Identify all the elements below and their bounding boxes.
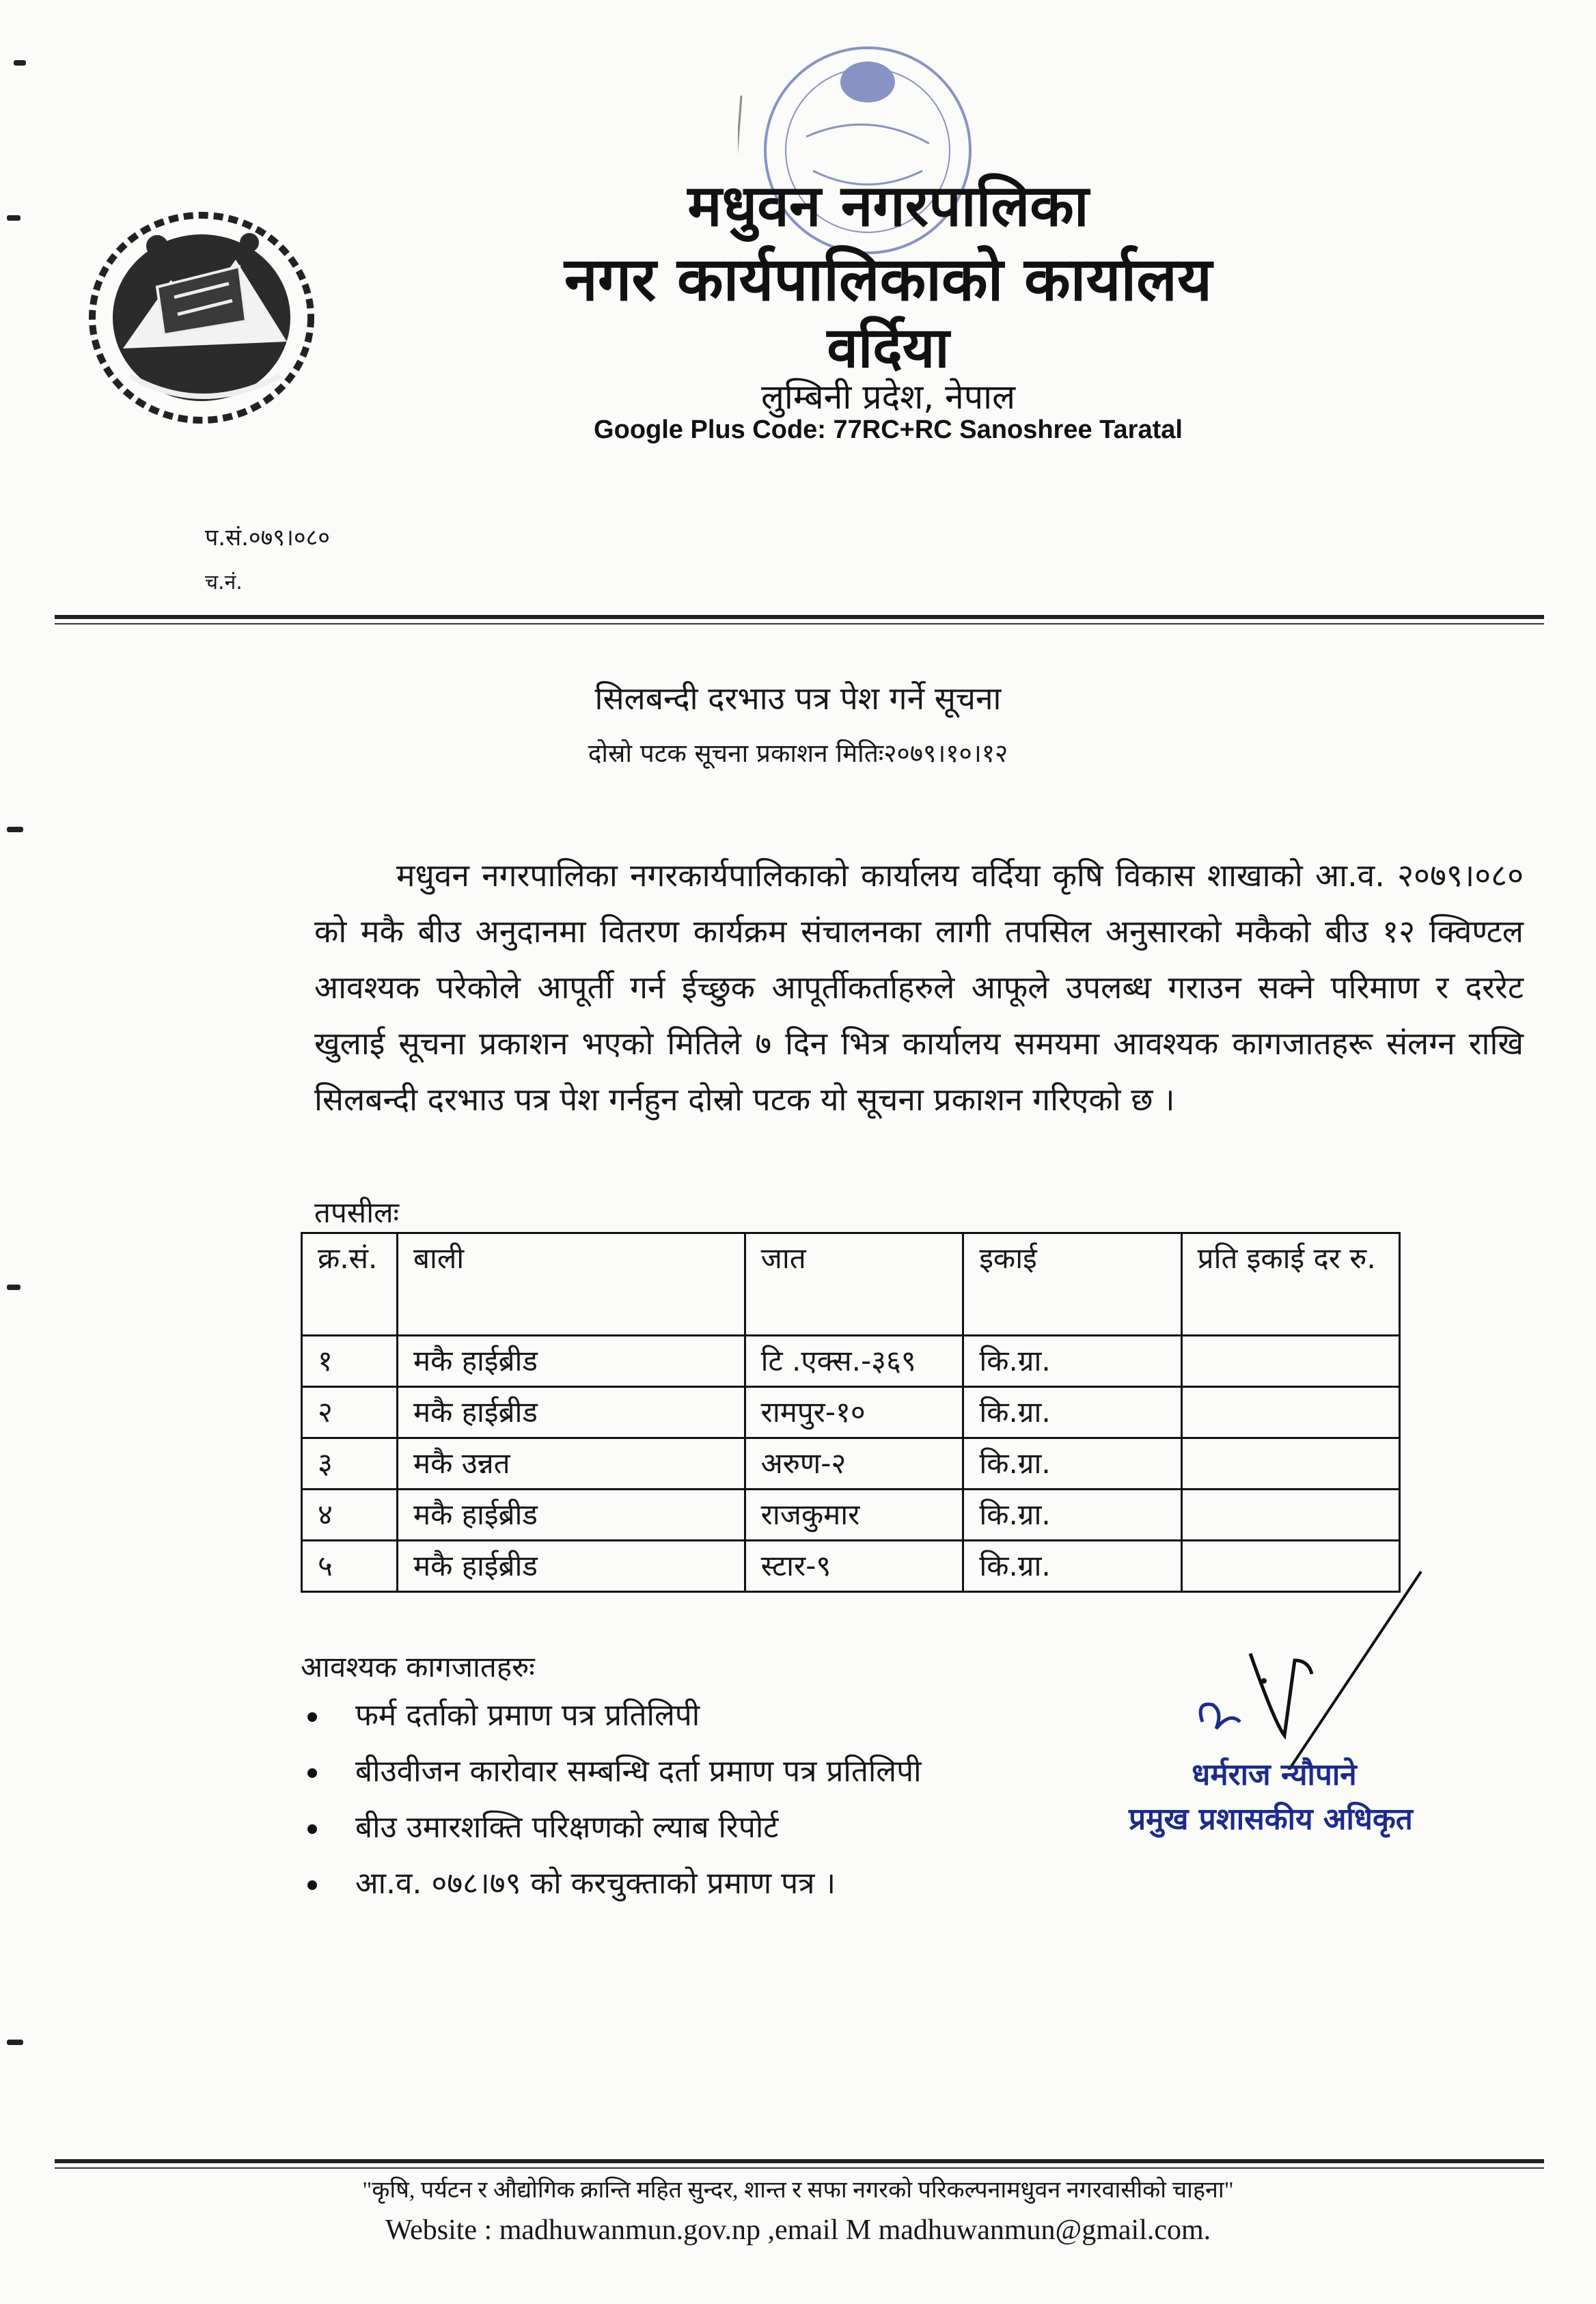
cell-serial: २ (302, 1387, 398, 1438)
cell-variety: रामपुर-१० (745, 1387, 963, 1438)
cell-crop: मकै हाईब्रीड (397, 1336, 745, 1387)
footer-contact: Website : madhuwanmun.gov.np ,email M madhuwanmun@gmail.com. (385, 2214, 1211, 2246)
list-item-text: बीउवीजन कारोवार सम्बन्धि दर्ता प्रमाण पत्र प्रतिलिपी (355, 1754, 922, 1789)
list-item (301, 1744, 922, 1800)
cell-variety: टि .एक्स.-३६९ (745, 1336, 963, 1387)
cell-serial: ४ (302, 1490, 398, 1541)
bullet-icon (307, 1768, 317, 1778)
cell-crop: मकै हाईब्रीड (397, 1541, 745, 1592)
cell-crop: मकै हाईब्रीड (397, 1387, 745, 1438)
scan-speck (7, 2040, 23, 2045)
cell-crop: मकै हाईब्रीड (397, 1490, 745, 1541)
dispatch-number: च.नं. (205, 571, 243, 594)
notice-subtitle: दोस्रो पटक सूचना प्रकाशन मितिः२०७९।१०।१२ (588, 739, 1008, 768)
footer-divider-thin (55, 2167, 1544, 2169)
scan-speck (7, 215, 20, 221)
header-divider (55, 615, 1544, 619)
header-crop: बाली (397, 1233, 745, 1336)
cell-serial: १ (302, 1336, 398, 1387)
reference-number: प.सं.०७९।०८० (205, 524, 330, 551)
table-header-row (302, 1233, 1400, 1336)
notice-title: सिलबन्दी दरभाउ पत्र पेश गर्ने सूचना (594, 680, 1002, 717)
footer-slogan: "कृषि, पर्यटन र औद्योगिक क्रान्ति महित सुन्दर, शान्त र सफा नगरको परिकल्पनामधुवन नगरवासीको चाहना" (362, 2178, 1234, 2203)
province-country: लुम्बिनी प्रदेश, नेपाल (760, 377, 1016, 417)
header-unit: इकाई (963, 1233, 1181, 1336)
signature (1148, 1565, 1435, 1770)
requirements-list (301, 1688, 922, 1912)
cell-unit: कि.ग्रा. (963, 1336, 1181, 1387)
municipality-name: मधुवन नगरपालिका (687, 172, 1089, 239)
office-name: नगर कार्यपालिकाको कार्यालय (564, 244, 1212, 314)
cell-crop: मकै उन्नत (397, 1438, 745, 1490)
cell-unit: कि.ग्रा. (963, 1541, 1181, 1592)
table-row (302, 1438, 1400, 1490)
table-label: तपसीलः (314, 1196, 400, 1229)
plus-code: Google Plus Code: 77RC+RC Sanoshree Taratal (594, 415, 1183, 444)
table-row (302, 1336, 1400, 1387)
cell-rate (1181, 1438, 1399, 1490)
bullet-icon (307, 1880, 317, 1890)
signatory-name: धर्मराज न्यौपाने (1192, 1757, 1357, 1792)
cell-variety: स्टार-९ (745, 1541, 963, 1592)
list-item (301, 1856, 922, 1912)
scan-speck (7, 1285, 20, 1290)
list-item-text: बीउ उमारशक्ति परिक्षणको ल्याब रिपोर्ट (355, 1810, 779, 1845)
cell-variety: राजकुमार (745, 1490, 963, 1541)
cell-unit: कि.ग्रा. (963, 1490, 1181, 1541)
table-row (302, 1387, 1400, 1438)
list-item-text: आ.व. ०७८।७९ को करचुक्ताको प्रमाण पत्र । (355, 1866, 836, 1901)
list-item-text: फर्म दर्ताको प्रमाण पत्र प्रतिलिपी (355, 1698, 700, 1733)
bullet-icon (307, 1712, 317, 1722)
scan-speck (14, 60, 26, 66)
cell-unit: कि.ग्रा. (963, 1438, 1181, 1490)
cell-serial: ५ (302, 1541, 398, 1592)
header-serial: क्र.सं. (302, 1233, 398, 1336)
table-row (302, 1490, 1400, 1541)
footer-divider (55, 2159, 1544, 2163)
scan-speck (7, 827, 23, 832)
seed-table (301, 1232, 1401, 1593)
cell-variety: अरुण-२ (745, 1438, 963, 1490)
header-variety: जात (745, 1233, 963, 1336)
cell-rate (1181, 1336, 1399, 1387)
header-divider-thin (55, 623, 1544, 625)
notice-body: मधुवन नगरपालिका नगरकार्यपालिकाको कार्यालय वर्दिया कृषि विकास शाखाको आ.व. २०७९।०८० को मकै बीउ अनुदानमा वितरण कार्यक्रम संचालनका लागी तपसिल अनुसारको मकैको बीउ १२ क्विण्टल आवश्यक परेकोले आपूर्ती गर्न ईच्छुक आपूर्तीकर्ताहरुले आफूले उपलब्ध गराउन सक्ने परिमाण र दररेट खुलाई सूचना प्रकाशन भएको मितिले ७ दिन भित्र कार्यालय समयमा आवश्यक कागजातहरू संलग्न राखि सिलबन्दी दरभाउ पत्र पेश गर्नहुन दोस्रो पटक यो सूचना प्रकाशन गरिएको छ । (314, 857, 1524, 1118)
nepal-government-emblem (82, 205, 321, 430)
cell-rate (1181, 1490, 1399, 1541)
header-rate: प्रति इकाई दर रु. (1181, 1233, 1399, 1336)
bullet-icon (307, 1824, 317, 1834)
list-item (301, 1800, 922, 1856)
list-item (301, 1688, 922, 1744)
cell-unit: कि.ग्रा. (963, 1387, 1181, 1438)
cell-rate (1181, 1387, 1399, 1438)
cell-serial: ३ (302, 1438, 398, 1490)
district-name: वर्दिया (827, 316, 950, 381)
requirements-heading: आवश्यक कागजातहरुः (301, 1650, 535, 1684)
signatory-title: प्रमुख प्रशासकीय अधिकृत (1129, 1802, 1413, 1837)
